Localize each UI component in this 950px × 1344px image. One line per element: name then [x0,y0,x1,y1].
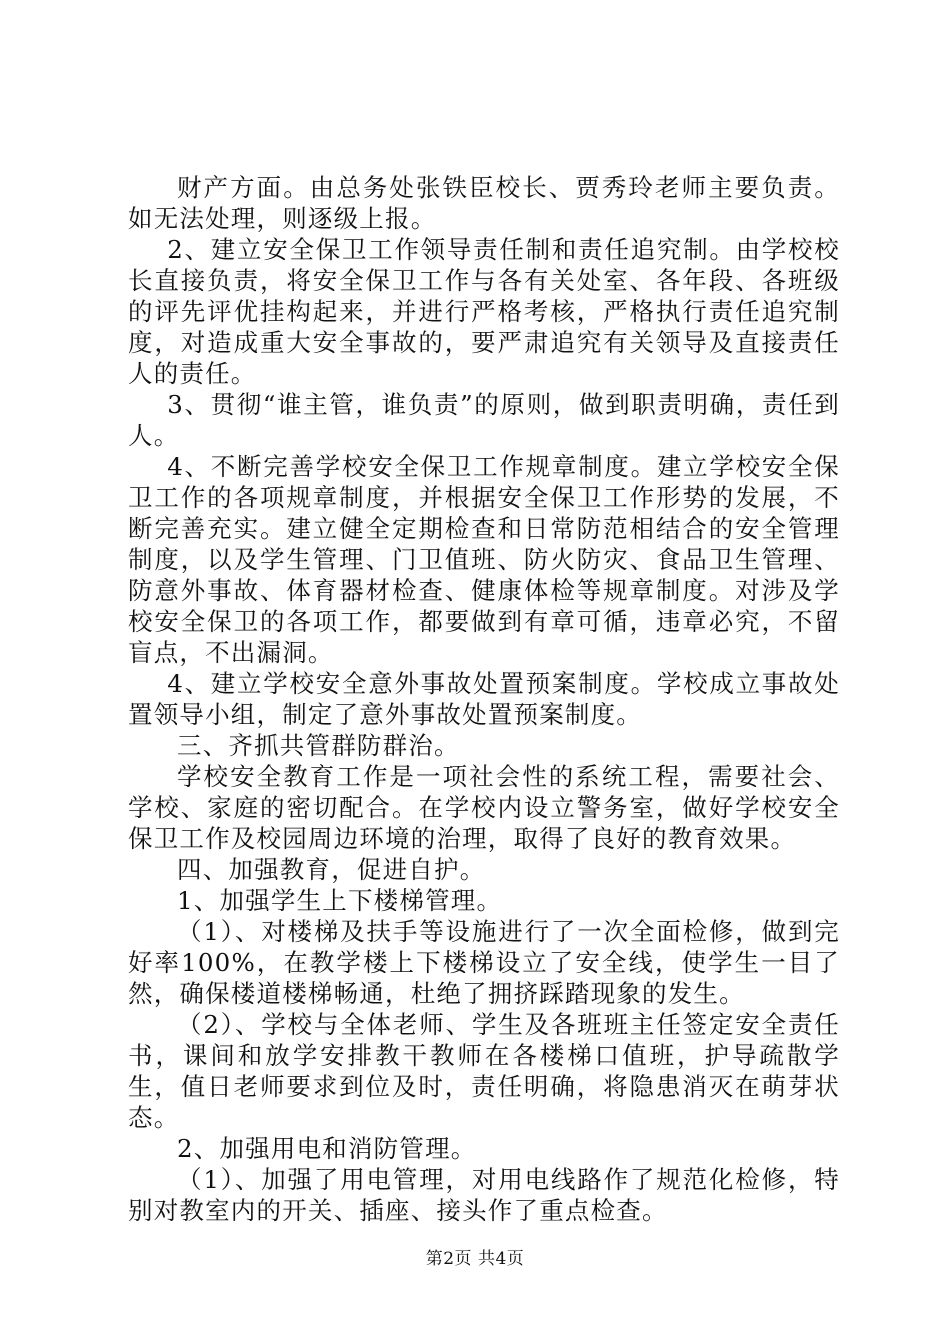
paragraph-stairs-management: 1、加强学生上下楼梯管理。 [177,886,503,915]
paragraph-electricity-fire: 2、加强用电和消防管理。 [177,1134,477,1163]
paragraph-who-manages-principle: 3、贯彻“谁主管，谁负责”的原则，做到职责明确，责任到人。 [128,390,840,450]
paragraph-improve-regulations: 4、不断完善学校安全保卫工作规章制度。建立学校安全保卫工作的各项规章制度，并根据安全保卫工作形势的发展，不断完善充实。建立健全定期检查和日常防范相结合的安全管理制度，以及学生管理、门卫值班、防火防灾、食品卫生管理、防意外事故、体育器材检查、健康体检等规章制度。对涉及学校安全保卫的各项工作，都要做到有章可循，违章必究，不留盲点，不出漏洞。 [128,452,840,667]
page-number-footer: 第2页 共4页 [425,1249,525,1269]
paragraph-electricity-inspection: （1）、加强了用电管理，对用电线路作了规范化检修，特别对教室内的开关、插座、接头作了重点检查。 [128,1165,840,1225]
paragraph-property-responsibility: 财产方面。由总务处张铁臣校长、贾秀玲老师主要负责。如无法处理，则逐级上报。 [128,173,840,233]
section-heading-strengthen-education: 四、加强教育，促进自护。 [177,855,486,884]
paragraph-safety-agreement: （2）、学校与全体老师、学生及各班班主任签定安全责任书，课间和放学安排教干教师在各楼梯口值班，护导疏散学生，值日老师要求到位及时，责任明确，将隐患消灭在萌芽状态。 [128,1010,840,1132]
paragraph-stairs-inspection: （1）、对楼梯及扶手等设施进行了一次全面检修，做到完好率100%，在教学楼上下楼梯设立了安全线，使学生一目了然，确保楼道楼梯畅通，杜绝了拥挤踩踏现象的发生。 [128,917,840,1008]
paragraph-safety-education-system: 学校安全教育工作是一项社会性的系统工程，需要社会、学校、家庭的密切配合。在学校内设立警务室，做好学校安全保卫工作及校园周边环境的治理，取得了良好的教育效果。 [128,762,840,853]
document-body [128,172,840,1226]
paragraph-accident-plan: 4、建立学校安全意外事故处置预案制度。学校成立事故处置领导小组，制定了意外事故处置预案制度。 [128,669,840,729]
paragraph-leadership-responsibility: 2、建立安全保卫工作领导责任制和责任追究制。由学校校长直接负责，将安全保卫工作与各有关处室、各年段、各班级的评先评优挂构起来，并进行严格考核，严格执行责任追究制度，对造成重大安全事故的，要严肃追究有关领导及直接责任人的责任。 [128,235,840,388]
section-heading-joint-management: 三、齐抓共管群防群治。 [177,731,460,760]
